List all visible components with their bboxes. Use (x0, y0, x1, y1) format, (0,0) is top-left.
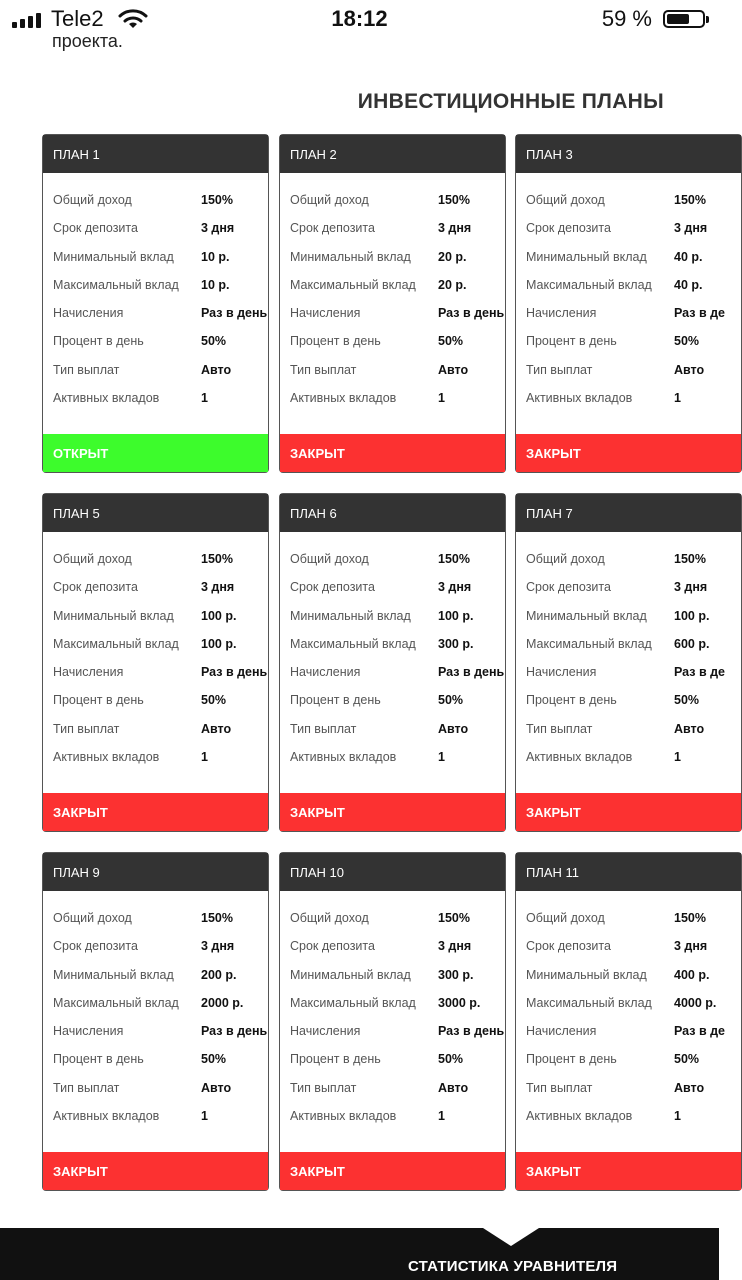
plan-row-payout-type (280, 357, 505, 385)
plan-row-value: Раз в день (438, 1024, 505, 1039)
plan-row-label: Минимальный вклад (290, 967, 411, 982)
plan-row-label: Максимальный вклад (526, 277, 652, 292)
plan-row-label: Срок депозита (53, 939, 138, 954)
plan-row-label: Минимальный вклад (526, 967, 647, 982)
plan-row-value: 100 р. (438, 608, 474, 623)
plan-row-payout-type (516, 716, 741, 744)
plan-row-value: 1 (674, 750, 681, 765)
bottom-banner[interactable] (0, 1228, 719, 1280)
battery-percent: 59 % (601, 6, 652, 31)
plan-row-label: Минимальный вклад (526, 608, 647, 623)
plan-row-value: 3 дня (201, 580, 235, 595)
plan-row-term (516, 933, 741, 961)
plan-row-max-deposit (43, 272, 268, 300)
plan-row-value: Авто (674, 362, 705, 377)
plan-row-label: Тип выплат (290, 362, 357, 377)
plan-status-button[interactable]: ЗАКРЫТ (43, 793, 268, 831)
plan-row-value: 150% (674, 193, 706, 207)
plan-row-value: 100 р. (201, 608, 237, 623)
plan-row-label: Максимальный вклад (526, 995, 652, 1010)
plan-row-payout-type (43, 716, 268, 744)
plan-row-value: Авто (438, 1080, 469, 1095)
plan-row-label: Максимальный вклад (53, 277, 179, 292)
plan-row-value: 150% (201, 552, 233, 566)
plan-title: ПЛАН 7 (516, 494, 741, 532)
bottom-banner-title: СТАТИСТИКА УРАВНИТЕЛЯ (408, 1258, 618, 1275)
plan-status-button[interactable]: ЗАКРЫТ (280, 434, 505, 472)
plan-row-label: Максимальный вклад (526, 636, 652, 651)
plan-row-value: Авто (674, 721, 705, 736)
plan-row-label: Максимальный вклад (290, 636, 416, 651)
plan-row-label: Тип выплат (526, 362, 593, 377)
plan-row-value: 1 (438, 391, 445, 406)
plan-row-max-deposit (280, 272, 505, 300)
arrow-down-icon (483, 1228, 539, 1246)
plan-details (43, 905, 268, 1131)
plan-row-total-income (516, 187, 741, 215)
plan-row-value: 150% (438, 552, 470, 566)
plan-row-label: Активных вкладов (290, 1109, 397, 1124)
plan-row-active-deposits (516, 744, 741, 772)
plan-row-value: Раз в де (674, 1024, 726, 1039)
plan-details (516, 905, 741, 1131)
plan-row-value: 50% (674, 1052, 700, 1067)
plan-row-value: Авто (674, 1080, 705, 1095)
plan-row-value: 3 дня (201, 221, 235, 236)
plan-row-label: Активных вкладов (526, 391, 633, 406)
plan-row-min-deposit (280, 244, 505, 272)
plan-details (516, 546, 741, 772)
plan-row-label: Процент в день (526, 693, 617, 708)
plan-row-payout-type (516, 1075, 741, 1103)
plan-row-term (280, 574, 505, 602)
plan-row-active-deposits (280, 1103, 505, 1131)
plan-row-value: 50% (201, 693, 227, 708)
plan-row-total-income (280, 187, 505, 215)
plan-title: ПЛАН 9 (43, 853, 268, 891)
plan-row-label: Процент в день (290, 334, 381, 349)
plan-title: ПЛАН 5 (43, 494, 268, 532)
plan-status-button[interactable]: ЗАКРЫТ (43, 1152, 268, 1190)
plan-row-min-deposit (516, 244, 741, 272)
plan-row-term (43, 933, 268, 961)
plan-row-value: 100 р. (674, 608, 710, 623)
plan-row-label: Активных вкладов (290, 750, 397, 765)
plan-row-value: 150% (674, 911, 706, 925)
plan-row-label: Тип выплат (53, 721, 120, 736)
plan-row-value: 3000 р. (438, 995, 481, 1010)
plan-row-active-deposits (280, 744, 505, 772)
plan-details (280, 187, 505, 413)
plan-row-value: Авто (201, 721, 232, 736)
plan-row-value: 2000 р. (201, 995, 244, 1010)
plan-row-value: 1 (674, 1109, 681, 1124)
plan-row-label: Максимальный вклад (53, 995, 179, 1010)
plan-row-label: Срок депозита (526, 580, 611, 595)
plan-row-label: Процент в день (526, 1052, 617, 1067)
plan-row-value: 300 р. (438, 636, 474, 651)
plan-row-label: Активных вкладов (290, 391, 397, 406)
plan-row-value: Авто (438, 362, 469, 377)
plan-row-daily-percent (280, 1046, 505, 1074)
plan-row-label: Активных вкладов (53, 1109, 160, 1124)
plan-row-label: Тип выплат (526, 1080, 593, 1095)
plan-row-value: 20 р. (438, 277, 467, 292)
plan-row-label: Минимальный вклад (53, 967, 174, 982)
plan-row-max-deposit (43, 990, 268, 1018)
plan-row-total-income (516, 905, 741, 933)
plan-card (515, 134, 742, 473)
plan-row-label: Срок депозита (53, 580, 138, 595)
plan-row-label: Тип выплат (526, 721, 593, 736)
plan-row-value: 150% (438, 193, 470, 207)
plan-row-min-deposit (43, 962, 268, 990)
plan-row-label: Срок депозита (53, 221, 138, 236)
plan-row-label: Начисления (526, 306, 597, 321)
plan-row-payout-type (516, 357, 741, 385)
plan-row-accrual (516, 659, 741, 687)
plan-row-label: Минимальный вклад (53, 249, 174, 264)
plan-row-value: 50% (674, 693, 700, 708)
plan-row-active-deposits (516, 385, 741, 413)
plan-row-min-deposit (280, 962, 505, 990)
plan-row-max-deposit (516, 631, 741, 659)
plan-status-button[interactable]: ЗАКРЫТ (516, 793, 741, 831)
plan-row-value: 3 дня (438, 580, 472, 595)
plan-row-label: Тип выплат (53, 362, 120, 377)
plan-row-value: 50% (438, 693, 464, 708)
plan-row-accrual (280, 1018, 505, 1046)
plan-row-value: 3 дня (674, 221, 708, 236)
plan-row-value: Авто (201, 1080, 232, 1095)
plan-row-value: 3 дня (674, 939, 708, 954)
plan-card (42, 852, 269, 1191)
plan-row-term (516, 574, 741, 602)
plan-row-label: Процент в день (290, 1052, 381, 1067)
plan-title: ПЛАН 6 (280, 494, 505, 532)
plan-row-label: Общий доход (290, 193, 369, 207)
plan-row-value: Раз в день (201, 306, 268, 321)
plan-row-label: Общий доход (526, 193, 605, 207)
plan-row-label: Срок депозита (290, 939, 375, 954)
plan-row-label: Минимальный вклад (290, 249, 411, 264)
plan-row-value: 100 р. (201, 636, 237, 651)
plan-row-value: 50% (438, 1052, 464, 1067)
plan-row-value: 50% (201, 1052, 227, 1067)
plan-row-value: Раз в де (674, 665, 726, 680)
plan-details (516, 187, 741, 413)
plan-row-value: 1 (674, 391, 681, 406)
plan-row-max-deposit (280, 631, 505, 659)
plan-row-label: Максимальный вклад (53, 636, 179, 651)
plan-row-label: Процент в день (290, 693, 381, 708)
plan-row-accrual (280, 300, 505, 328)
plan-card (42, 134, 269, 473)
plan-row-term (516, 215, 741, 243)
plan-row-label: Активных вкладов (53, 391, 160, 406)
plan-row-label: Общий доход (53, 911, 132, 925)
plan-row-value: 50% (674, 334, 700, 349)
plan-row-value: 400 р. (674, 967, 710, 982)
plan-row-label: Минимальный вклад (53, 608, 174, 623)
plan-row-value: Раз в день (438, 306, 505, 321)
partial-text: проекта. (52, 31, 123, 51)
plan-row-total-income (43, 187, 268, 215)
section-title: ИНВЕСТИЦИОННЫЕ ПЛАНЫ (357, 90, 664, 113)
plan-row-value: Раз в день (201, 1024, 268, 1039)
plan-row-accrual (516, 1018, 741, 1046)
plan-row-value: 40 р. (674, 277, 703, 292)
plan-row-term (280, 215, 505, 243)
plan-row-payout-type (280, 1075, 505, 1103)
plan-row-max-deposit (280, 990, 505, 1018)
plan-row-max-deposit (516, 272, 741, 300)
plan-row-value: Авто (201, 362, 232, 377)
plan-status-button[interactable]: ОТКРЫТ (43, 434, 268, 472)
plan-row-value: 50% (438, 334, 464, 349)
plan-row-daily-percent (43, 328, 268, 356)
plan-row-term (43, 574, 268, 602)
plan-row-value: Раз в день (438, 665, 505, 680)
plan-title: ПЛАН 11 (516, 853, 741, 891)
plan-row-accrual (516, 300, 741, 328)
clock: 18:12 (331, 6, 388, 31)
plan-row-label: Максимальный вклад (290, 995, 416, 1010)
plan-row-value: 40 р. (674, 249, 703, 264)
plan-row-label: Общий доход (53, 552, 132, 566)
plan-row-term (43, 215, 268, 243)
plan-row-payout-type (43, 1075, 268, 1103)
plan-row-value: 150% (201, 193, 233, 207)
plan-status-button[interactable]: ЗАКРЫТ (280, 793, 505, 831)
plan-row-value: 150% (438, 911, 470, 925)
plan-card (279, 493, 506, 832)
plan-card (42, 493, 269, 832)
plan-row-value: Раз в де (674, 306, 726, 321)
plan-row-daily-percent (43, 1046, 268, 1074)
plan-status-button[interactable]: ЗАКРЫТ (516, 1152, 741, 1190)
plan-row-label: Общий доход (53, 193, 132, 207)
plan-row-label: Активных вкладов (526, 750, 633, 765)
plan-row-accrual (43, 1018, 268, 1046)
plan-status-button[interactable]: ЗАКРЫТ (516, 434, 741, 472)
plan-row-min-deposit (43, 603, 268, 631)
plan-status-button[interactable]: ЗАКРЫТ (280, 1152, 505, 1190)
plan-row-total-income (43, 905, 268, 933)
plan-row-label: Тип выплат (290, 1080, 357, 1095)
plan-row-label: Начисления (53, 1024, 124, 1039)
plan-row-value: 3 дня (201, 939, 235, 954)
plan-title: ПЛАН 2 (280, 135, 505, 173)
plan-row-daily-percent (516, 1046, 741, 1074)
plan-row-label: Общий доход (290, 552, 369, 566)
plan-row-active-deposits (43, 385, 268, 413)
plan-row-total-income (280, 546, 505, 574)
plan-row-label: Срок депозита (290, 221, 375, 236)
plan-row-label: Начисления (53, 665, 124, 680)
plan-row-label: Общий доход (526, 911, 605, 925)
plan-row-daily-percent (43, 687, 268, 715)
plan-row-accrual (43, 300, 268, 328)
plan-row-active-deposits (516, 1103, 741, 1131)
plan-row-label: Минимальный вклад (526, 249, 647, 264)
plan-row-term (280, 933, 505, 961)
plan-row-label: Срок депозита (526, 221, 611, 236)
plan-row-label: Начисления (290, 306, 361, 321)
plan-row-value: 1 (438, 750, 445, 765)
plan-row-label: Срок депозита (526, 939, 611, 954)
plan-row-label: Тип выплат (53, 1080, 120, 1095)
plan-row-label: Процент в день (526, 334, 617, 349)
plan-row-daily-percent (280, 328, 505, 356)
plan-row-value: 200 р. (201, 967, 237, 982)
plan-card (515, 852, 742, 1191)
plan-row-min-deposit (516, 603, 741, 631)
plan-row-label: Тип выплат (290, 721, 357, 736)
plan-row-value: 1 (201, 391, 208, 406)
plan-title: ПЛАН 3 (516, 135, 741, 173)
plan-row-min-deposit (43, 244, 268, 272)
plan-row-value: Раз в день (201, 665, 268, 680)
plan-details (280, 905, 505, 1131)
carrier-name: Tele2 (51, 6, 104, 31)
plan-row-active-deposits (43, 744, 268, 772)
plan-card (515, 493, 742, 832)
plan-row-label: Максимальный вклад (290, 277, 416, 292)
plan-row-value: 300 р. (438, 967, 474, 982)
plan-card (279, 134, 506, 473)
plan-row-label: Активных вкладов (53, 750, 160, 765)
plan-row-accrual (280, 659, 505, 687)
plan-row-label: Минимальный вклад (290, 608, 411, 623)
plan-row-label: Процент в день (53, 1052, 144, 1067)
plan-details (43, 187, 268, 413)
plan-row-label: Начисления (290, 665, 361, 680)
plan-row-value: 10 р. (201, 277, 230, 292)
plan-row-daily-percent (516, 328, 741, 356)
plan-row-accrual (43, 659, 268, 687)
plan-row-value: 1 (201, 1109, 208, 1124)
plan-row-label: Процент в день (53, 334, 144, 349)
plan-card (279, 852, 506, 1191)
plan-row-min-deposit (280, 603, 505, 631)
plan-row-value: Авто (438, 721, 469, 736)
plan-row-payout-type (43, 357, 268, 385)
plan-details (43, 546, 268, 772)
plan-row-value: 1 (201, 750, 208, 765)
plan-row-value: 20 р. (438, 249, 467, 264)
plan-row-label: Общий доход (290, 911, 369, 925)
plan-row-daily-percent (516, 687, 741, 715)
plan-row-total-income (280, 905, 505, 933)
plan-row-value: 10 р. (201, 249, 230, 264)
plan-row-payout-type (280, 716, 505, 744)
plan-row-daily-percent (280, 687, 505, 715)
plan-row-value: 4000 р. (674, 995, 717, 1010)
plan-row-max-deposit (43, 631, 268, 659)
plan-row-value: 3 дня (674, 580, 708, 595)
plan-row-value: 600 р. (674, 636, 710, 651)
plan-row-label: Начисления (53, 306, 124, 321)
plan-row-total-income (43, 546, 268, 574)
plan-row-label: Процент в день (53, 693, 144, 708)
plan-row-label: Начисления (290, 1024, 361, 1039)
plan-row-max-deposit (516, 990, 741, 1018)
plan-row-label: Срок депозита (290, 580, 375, 595)
plan-row-label: Общий доход (526, 552, 605, 566)
plan-row-value: 3 дня (438, 939, 472, 954)
plan-row-active-deposits (43, 1103, 268, 1131)
plan-row-value: 1 (438, 1109, 445, 1124)
plan-row-label: Активных вкладов (526, 1109, 633, 1124)
battery-icon (663, 10, 705, 28)
plan-row-label: Начисления (526, 1024, 597, 1039)
plan-title: ПЛАН 10 (280, 853, 505, 891)
plan-details (280, 546, 505, 772)
plan-row-value: 3 дня (438, 221, 472, 236)
plan-title: ПЛАН 1 (43, 135, 268, 173)
plan-row-value: 50% (201, 334, 227, 349)
plan-row-active-deposits (280, 385, 505, 413)
plan-row-min-deposit (516, 962, 741, 990)
plan-row-value: 150% (674, 552, 706, 566)
plan-row-total-income (516, 546, 741, 574)
plan-row-value: 150% (201, 911, 233, 925)
plan-row-label: Начисления (526, 665, 597, 680)
